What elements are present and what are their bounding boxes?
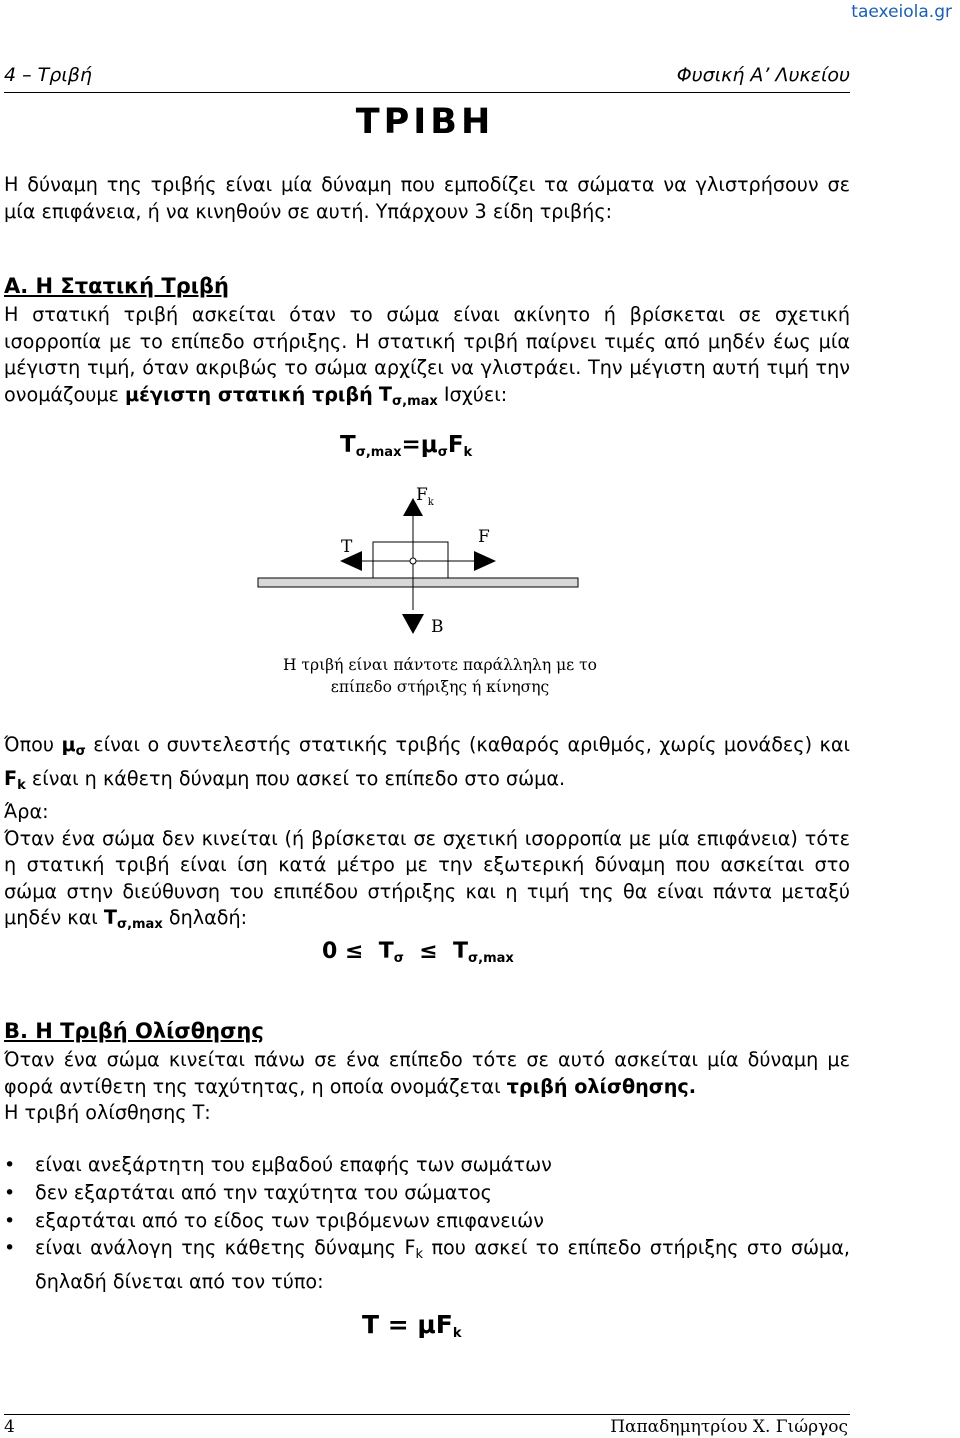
footer-rule — [4, 1414, 850, 1415]
section-a-text-end: Ισχύει: — [437, 382, 508, 406]
running-header-right: Φυσική Α’ Λυκείου — [676, 64, 850, 86]
t-max-symbol: $T_{\sigma,max}$ — [378, 382, 438, 409]
list-item: • είναι ανάλογη της κάθετης δύναμης $F_k$ που ασκεί το επίπεδο στήριξης στο σώμα, δηλαδή δίνεται από τον τύπο: — [4, 1236, 851, 1293]
f-arrow — [474, 551, 496, 571]
fk-label: $F_k$ — [416, 485, 434, 508]
f-label: F — [478, 527, 490, 547]
page-title: ΤΡΙΒΗ — [355, 102, 495, 142]
t-label: Τ — [341, 537, 353, 557]
header-rule — [4, 92, 850, 93]
running-header-left: 4 – Τριβή — [4, 64, 92, 86]
surface — [258, 578, 578, 587]
list-item: • δεν εξαρτάται από την ταχύτητα του σώματος — [4, 1181, 492, 1204]
section-a-paragraph — [4, 302, 850, 415]
page-number: 4 — [4, 1417, 15, 1437]
kinetic-friction-term: τριβή ολίσθησης. — [506, 1074, 697, 1098]
list-item: • εξαρτάται από το είδος των τριβόμενων επιφανειών — [4, 1209, 544, 1232]
max-static-friction-term: μέγιστη στατική τριβή — [125, 382, 373, 406]
section-a-heading: Α. Η Στατική Τριβή — [4, 274, 229, 298]
section-a-text: Η στατική τριβή ασκείται όταν το σώμα είναι ακίνητο ή βρίσκεται σε σχετική ισορροπία με το επίπεδο στήριξης. Η στατική τριβή παίρνει τιμές από μηδέν έως μία μέγιστη τιμή, όταν ακριβώς το σώμα αρχίζει να γλιστράει. Την μέγιστη αυτή τιμή την ονομάζουμε — [4, 303, 850, 406]
b-arrow — [402, 614, 424, 634]
ara-label: Άρα: — [4, 800, 49, 823]
kinetic-friction-formula: $T = \mu F_k$ — [362, 1310, 462, 1341]
mu-symbol: $\mu_\sigma$ — [61, 733, 86, 759]
t-max-symbol-2: $T_{\sigma,max}$ — [103, 906, 163, 932]
kinetic-friction-list — [4, 1151, 850, 1295]
site-watermark[interactable]: taexeiola.gr — [851, 2, 952, 22]
equilibrium-paragraph: Όταν ένα σώμα δεν κινείται (ή βρίσκεται σε σχετική ισορροπία με μία επιφάνεια) τότε η στατική τριβή είναι ίση κατά μέτρο με την εξωτερική δύναμη που ασκείται στο σώμα στην διεύθυνση του επιπέδου στήριξης και η τιμή της θα είναι πάντα μεταξύ μηδέν και $T_{\sigma,max}$ δηλαδή: — [4, 826, 850, 932]
fk-symbol: $F_k$ — [4, 766, 26, 793]
max-static-friction-formula: $T_{\sigma,max}=\mu_\sigma F_k$ — [340, 432, 473, 460]
static-friction-inequality: $0 \le T_\sigma \le T_{\sigma,max}$ — [322, 939, 514, 966]
diagram-caption: Η τριβή είναι πάντοτε παράλληλη με το επίπεδο στήριξης ή κίνησης — [282, 656, 598, 696]
author-name: Παπαδημητρίου Χ. Γιώργος — [610, 1417, 848, 1437]
kinetic-friction-intro: Η τριβή ολίσθησης Τ: — [4, 1101, 211, 1124]
intro-paragraph: Η δύναμη της τριβής είναι μία δύναμη που εμποδίζει τα σώματα να γλιστρήσουν σε μία επιφάνεια, ή να κινηθούν σε αυτή. Υπάρχουν 3 είδη τριβής: — [4, 173, 850, 223]
list-item: • είναι ανεξάρτητη του εμβαδού επαφής των σωμάτων — [4, 1153, 552, 1176]
center-point — [410, 558, 416, 564]
explanation-paragraph: Όπου $\mu_\sigma$ είναι ο συντελεστής στατικής τριβής (καθαρός αριθμός, χωρίς μονάδες) και $F_k$ είναι η κάθετη δύναμη που ασκεί το επίπεδο στο σώμα. Άρα: Όταν ένα σώμα δεν κινείται (ή βρίσκεται σε σχετική ισορροπία με μία επιφάνεια) τότε η στατική τριβή είναι ίση κατά μέτρο με την εξωτερική δύναμη που ασκείται στο σώμα στην διεύθυνση του επιπέδου στήριξης και η τιμή της θα είναι πάντα μεταξύ μηδέν και $T_{\sigma,max}$ δηλαδή: — [4, 732, 850, 939]
section-b-paragraph: Όταν ένα σώμα κινείται πάνω σε ένα επίπεδο τότε σε αυτό ασκείται μία δύναμη με φορά αντίθετη της ταχύτητας, η οποία ονομάζεται τριβή ολίσθησης. Η τριβή ολίσθησης Τ: — [4, 1047, 850, 1127]
section-b-heading: Β. Η Τριβή Ολίσθησης — [4, 1019, 264, 1043]
b-label: Β — [431, 617, 444, 637]
